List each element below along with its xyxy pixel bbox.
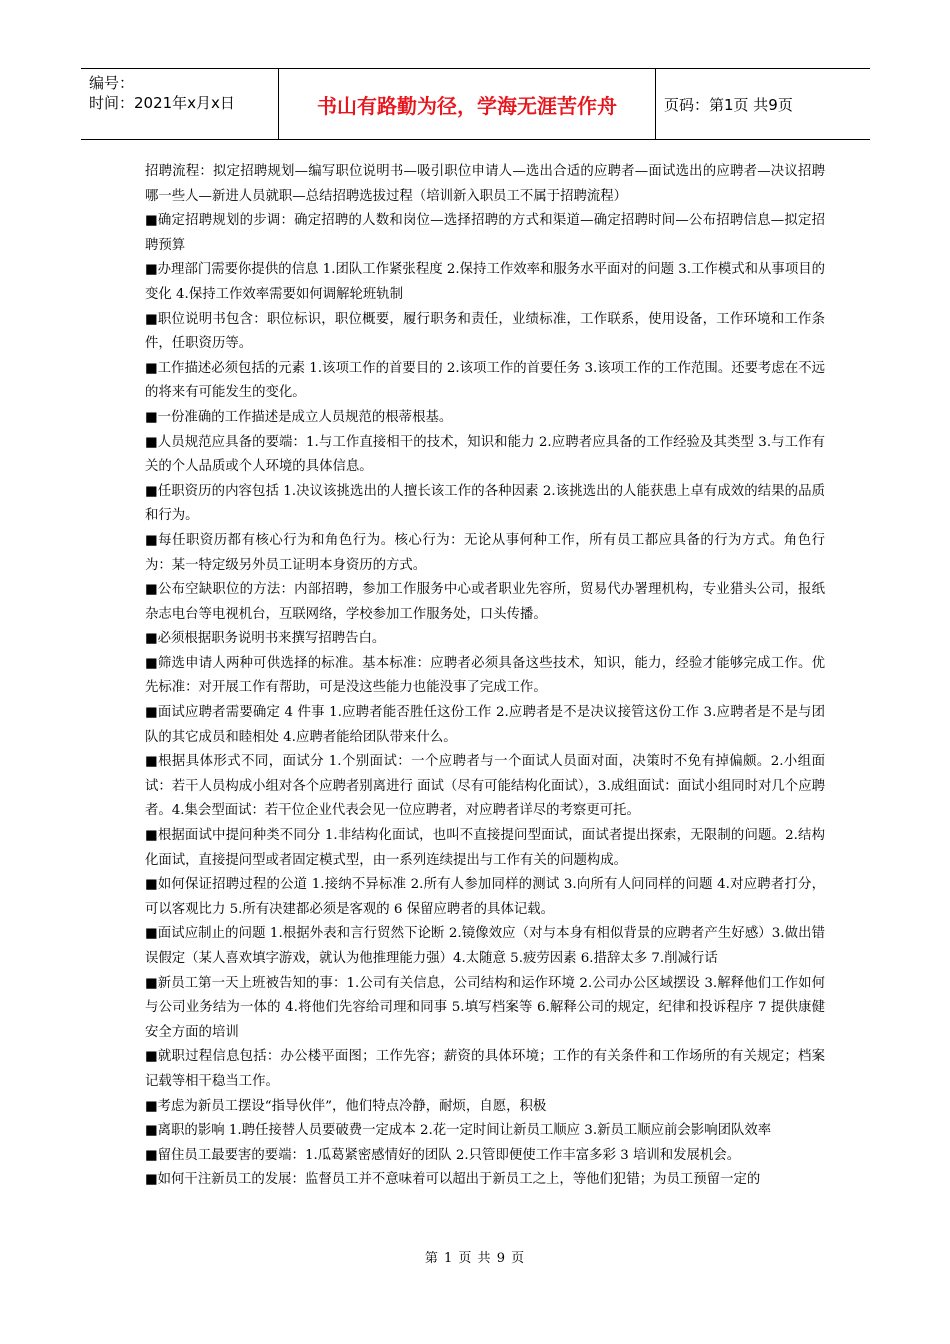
paragraph: 招聘流程：拟定招聘规划—编写职位说明书—吸引职位申请人—选出合适的应聘者—面试选出的应聘者—决议招聘哪一些人—新进人员就职—总结招聘选拔过程（培训新入职员工不属于招聘流程） [145, 164, 825, 204]
paragraph: ■如何保证招聘过程的公道 1.接纳不异标准 2.所有人参加同样的测试 3.向所有人问同样的问题 4.对应聘者打分，可以客观比力 5.所有决建都必须是客观的 6 保留应聘者的具体记载。 [145, 877, 825, 917]
paragraph: ■面试应制止的问题 1.根据外表和言行贸然下论断 2.镜像效应（对与本身有相似背景的应聘者产生好感）3.做出错误假定（某人喜欢填字游戏，就认为他推理能力强）4.太随意 5.疲劳因素 6.措辞太多 7.削减行话 [145, 926, 825, 966]
paragraph: ■筛选申请人两种可供选择的标准。基本标准：应聘者必须具备这些技术，知识，能力，经验才能够完成工作。优先标准：对开展工作有帮助，可是没这些能力也能没事了完成工作。 [145, 655, 825, 696]
paragraph: ■考虑为新员工摆设“指导伙伴”，他们特点冷静，耐烦，自愿，积极 [145, 1098, 547, 1114]
paragraph: ■公布空缺职位的方法：内部招聘，参加工作服务中心或者职业先容所，贸易代办署理机构，专业猎头公司，报纸杂志电台等电视机台，互联网络，学校参加工作服务处，口头传播。 [145, 582, 825, 622]
header-meta [81, 69, 279, 139]
paragraph: ■办理部门需要你提供的信息 1.团队工作紧张程度 2.保持工作效率和服务水平面对的问题 3.工作模式和从事项目的变化 4.保持工作效率需要如何调解轮班轨制 [145, 262, 825, 302]
header-page-info: 页码：第1页 共9页 [664, 95, 793, 114]
document-number-label: 编号： [89, 74, 135, 92]
paragraph: ■根据具体形式不同，面试分 1.个别面试：一个应聘者与一个面试人员面对面，决策时不免有掉偏颇。2.小组面试：若干人员构成小组对各个应聘者别离进行 面试（尽有可能结构化面试），3.成组面试：面试小组同时对几个应聘者。4.集会型面试：若干位企业代表会见一位应聘者，对应聘者详尽的考察更可托。 [145, 754, 825, 819]
document-body [145, 160, 825, 1193]
paragraph: ■任职资历的内容包括 1.决议该挑选出的人擅长该工作的各种因素 2.该挑选出的人能获患上卓有成效的结果的品质和行为。 [145, 483, 825, 524]
header-motto: 书山有路勤为径，学海无涯苦作舟 [279, 69, 656, 139]
paragraph: ■面试应聘者需要确定 4 件事 1.应聘者能否胜任这份工作 2.应聘者是不是决议接管这份工作 3.应聘者是不是与团队的其它成员和睦相处 4.应聘者能给团队带来什么。 [145, 705, 825, 745]
document-date: 时间：2021年x月x日 [89, 94, 235, 112]
paragraph: ■根据面试中提问种类不同分 1.非结构化面试，也叫不直接提问型面试，面试者提出探索，无限制的问题。2.结构化面试，直接提问型或者固定模式型，由一系列连续提出与工作有关的问题构成。 [145, 828, 825, 868]
paragraph: ■每任职资历都有核心行为和角色行为。核心行为：无论从事何种工作，所有员工都应具备的行为方式。角色行为：某一特定级另外员工证明本身资历的方式。 [145, 532, 825, 573]
page-header [81, 68, 870, 140]
paragraph: ■必须根据职务说明书来撰写招聘告白。 [145, 631, 386, 647]
page-footer: 第 1 页 共 9 页 [424, 1251, 526, 1266]
paragraph: ■如何干注新员工的发展：监督员工并不意味着可以超出于新员工之上，等他们犯错；为员工预留一定的 [145, 1172, 761, 1188]
paragraph: ■新员工第一天上班被告知的事：1.公司有关信息，公司结构和运作环境 2.公司办公区域摆设 3.解释他们工作如何与公司业务结为一体的 4.将他们先容给司理和同事 5.填写档案等 6.解释公司的规定，纪律和投诉程序 7 提供康健安全方面的培训 [145, 975, 825, 1040]
paragraph: ■一份准确的工作描述是成立人员规范的根蒂根基。 [145, 409, 453, 425]
paragraph: ■离职的影响 1.聘任接替人员要破费一定成本 2.花一定时间让新员工顺应 3.新员工顺应前会影响团队效率 [145, 1123, 772, 1139]
paragraph: ■确定招聘规划的步调：确定招聘的人数和岗位—选择招聘的方式和渠道—确定招聘时间—公布招聘信息—拟定招聘预算 [145, 213, 825, 253]
paragraph: ■留住员工最要害的要端：1.瓜葛紧密感情好的团队 2.只管即便使工作丰富多彩 3 培训和发展机会。 [145, 1147, 741, 1163]
paragraph: ■人员规范应具备的要端：1.与工作直接相干的技术，知识和能力 2.应聘者应具备的工作经验及其类型 3.与工作有关的个人品质或个人环境的具体信息。 [145, 434, 825, 475]
paragraph: ■职位说明书包含：职位标识，职位概要，履行职务和责任，业绩标准，工作联系，使用设备，工作环境和工作条件，任职资历等。 [145, 311, 825, 352]
paragraph: ■工作描述必须包括的元素 1.该项工作的首要目的 2.该项工作的首要任务 3.该项工作的工作范围。还要考虑在不远的将来有可能发生的变化。 [145, 360, 825, 401]
paragraph: ■就职过程信息包括：办公楼平面图；工作先容；薪资的具体环境；工作的有关条件和工作场所的有关规定；档案记载等相干稳当工作。 [145, 1049, 825, 1089]
